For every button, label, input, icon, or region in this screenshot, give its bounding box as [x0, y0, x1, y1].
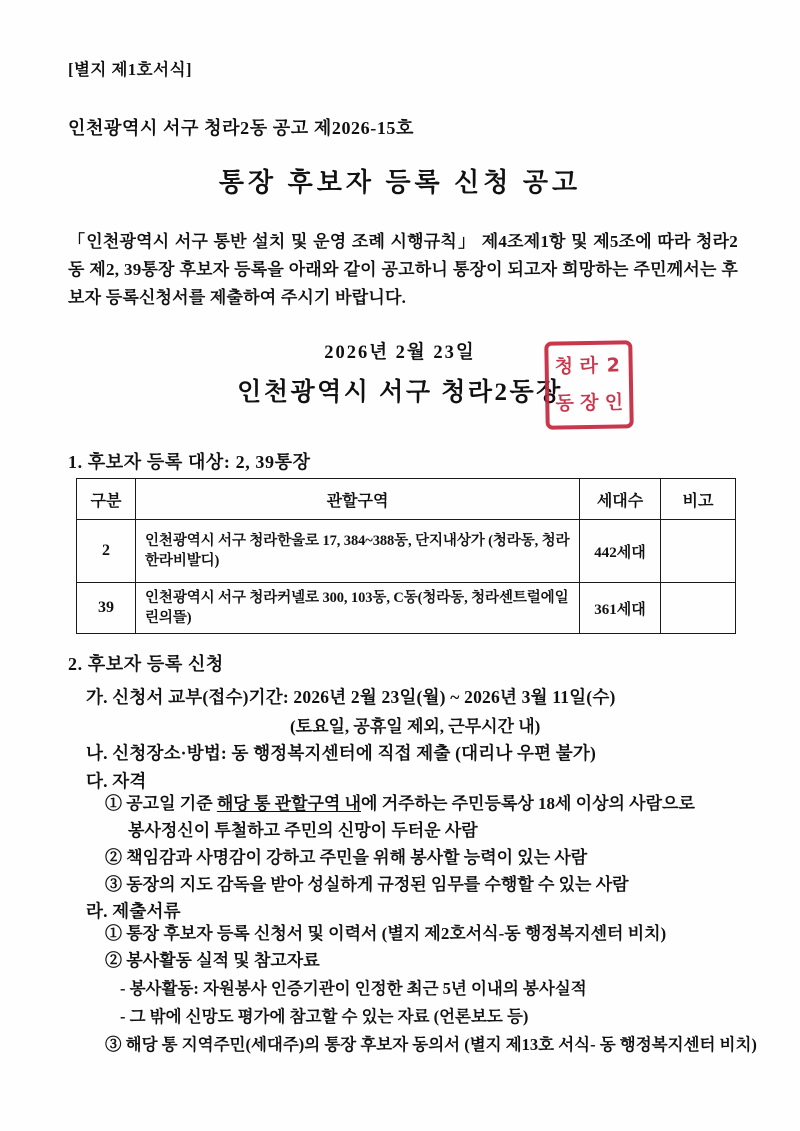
cell-area: 인천광역시 서구 청라한울로 17, 384~388동, 단지내상가 (청라동, 청라한라비발디) — [136, 520, 580, 583]
item-da-qualification: 다. 자격 — [86, 771, 147, 791]
seal-char-2: 라 — [579, 354, 599, 378]
cell-area: 인천광역시 서구 청라커넬로 300, 103동, C동(청라동, 청라센트럴에일린의뜰) — [136, 583, 580, 634]
seal-char-4: 동 — [555, 392, 575, 415]
cell-households: 361세대 — [580, 583, 661, 634]
cell-note — [661, 520, 736, 583]
item-na-location-method: 나. 신청장소·방법: 동 행정복지센터에 직접 제출 (대리나 우편 불가) — [86, 743, 597, 763]
cell-households: 442세대 — [580, 520, 661, 583]
cell-gubun: 39 — [77, 583, 136, 634]
qualification-1-continued: 봉사정신이 투철하고 주민의 신망이 두터운 사람 — [128, 821, 478, 840]
cell-gubun: 2 — [77, 520, 136, 583]
seal-char-5: 장 — [579, 391, 599, 415]
qualification-1-post: 에 거주하는 주민등록상 18세 이상의 사람으로 — [361, 794, 695, 813]
seal-char-3: 2 — [606, 354, 621, 377]
qualification-item-2: ② 책임감과 사명감이 강하고 주민을 위해 봉사할 능력이 있는 사람 — [105, 848, 588, 867]
column-header-note: 비고 — [661, 479, 736, 520]
item-ga-note: (토요일, 공휴일 제외, 근무시간 내) — [290, 717, 541, 736]
signer-name: 인천광역시 서구 청라2동장 — [237, 379, 563, 406]
document-item-2b: - 그 밖에 신망도 평가에 참고할 수 있는 자료 (언론보도 등) — [120, 1007, 529, 1026]
document-item-3: ③ 해당 통 지역주민(세대주)의 통장 후보자 동의서 (별지 제13호 서식- 동 행정복지센터 비치) — [105, 1035, 757, 1054]
item-ra-documents: 라. 제출서류 — [86, 901, 181, 921]
qualification-1-pre: ① 공고일 기준 — [105, 794, 217, 813]
jurisdiction-table — [76, 478, 736, 634]
column-header-gubun: 구분 — [77, 479, 136, 520]
section-1-heading: 1. 후보자 등록 대상: 2, 39통장 — [68, 452, 311, 472]
intro-paragraph: 「인천광역시 서구 통반 설치 및 운영 조례 시행규칙」 제4조제1항 및 제5조에 따라 청라2동 제2, 39통장 후보자 등록을 아래와 같이 공고하니 통장이 되고자 희망하는 주민께서는 후보자 등록신청서를 제출하여 주시기 바랍니다. — [68, 232, 738, 307]
document-item-1: ① 통장 후보자 등록 신청서 및 이력서 (별지 제2호서식-동 행정복지센터 비치) — [105, 924, 667, 943]
official-seal-icon — [544, 340, 634, 430]
page-title: 통장 후보자 등록 신청 공고 — [218, 168, 582, 197]
seal-char-1: 청 — [554, 355, 574, 378]
table-row — [77, 520, 736, 583]
document-item-2: ② 봉사활동 실적 및 참고자료 — [105, 951, 320, 970]
form-tag: [별지 제1호서식] — [68, 60, 192, 79]
section-2-heading: 2. 후보자 등록 신청 — [68, 654, 224, 674]
qualification-1-underlined: 해당 통 관할구역 내 — [216, 794, 362, 813]
column-header-households: 세대수 — [580, 479, 661, 520]
item-ga-period: 가. 신청서 교부(접수)기간: 2026년 2월 23일(월) ~ 2026년 3월 11일(수) — [86, 687, 616, 707]
cell-note — [661, 583, 736, 634]
document-item-2a: - 봉사활동: 자원봉사 인증기관이 인정한 최근 5년 이내의 봉사실적 — [120, 979, 587, 998]
table-row — [77, 583, 736, 634]
qualification-item-1 — [105, 790, 745, 844]
seal-char-6: 인 — [604, 391, 624, 414]
signer-block — [0, 372, 800, 408]
table-header-row — [77, 479, 736, 520]
column-header-area: 관할구역 — [136, 479, 580, 520]
document-number: 인천광역시 서구 청라2동 공고 제2026-15호 — [68, 118, 415, 138]
qualification-item-3: ③ 동장의 지도 감독을 받아 성실하게 규정된 임무를 수행할 수 있는 사람 — [105, 875, 629, 894]
issue-date: 2026년 2월 23일 — [324, 343, 476, 363]
